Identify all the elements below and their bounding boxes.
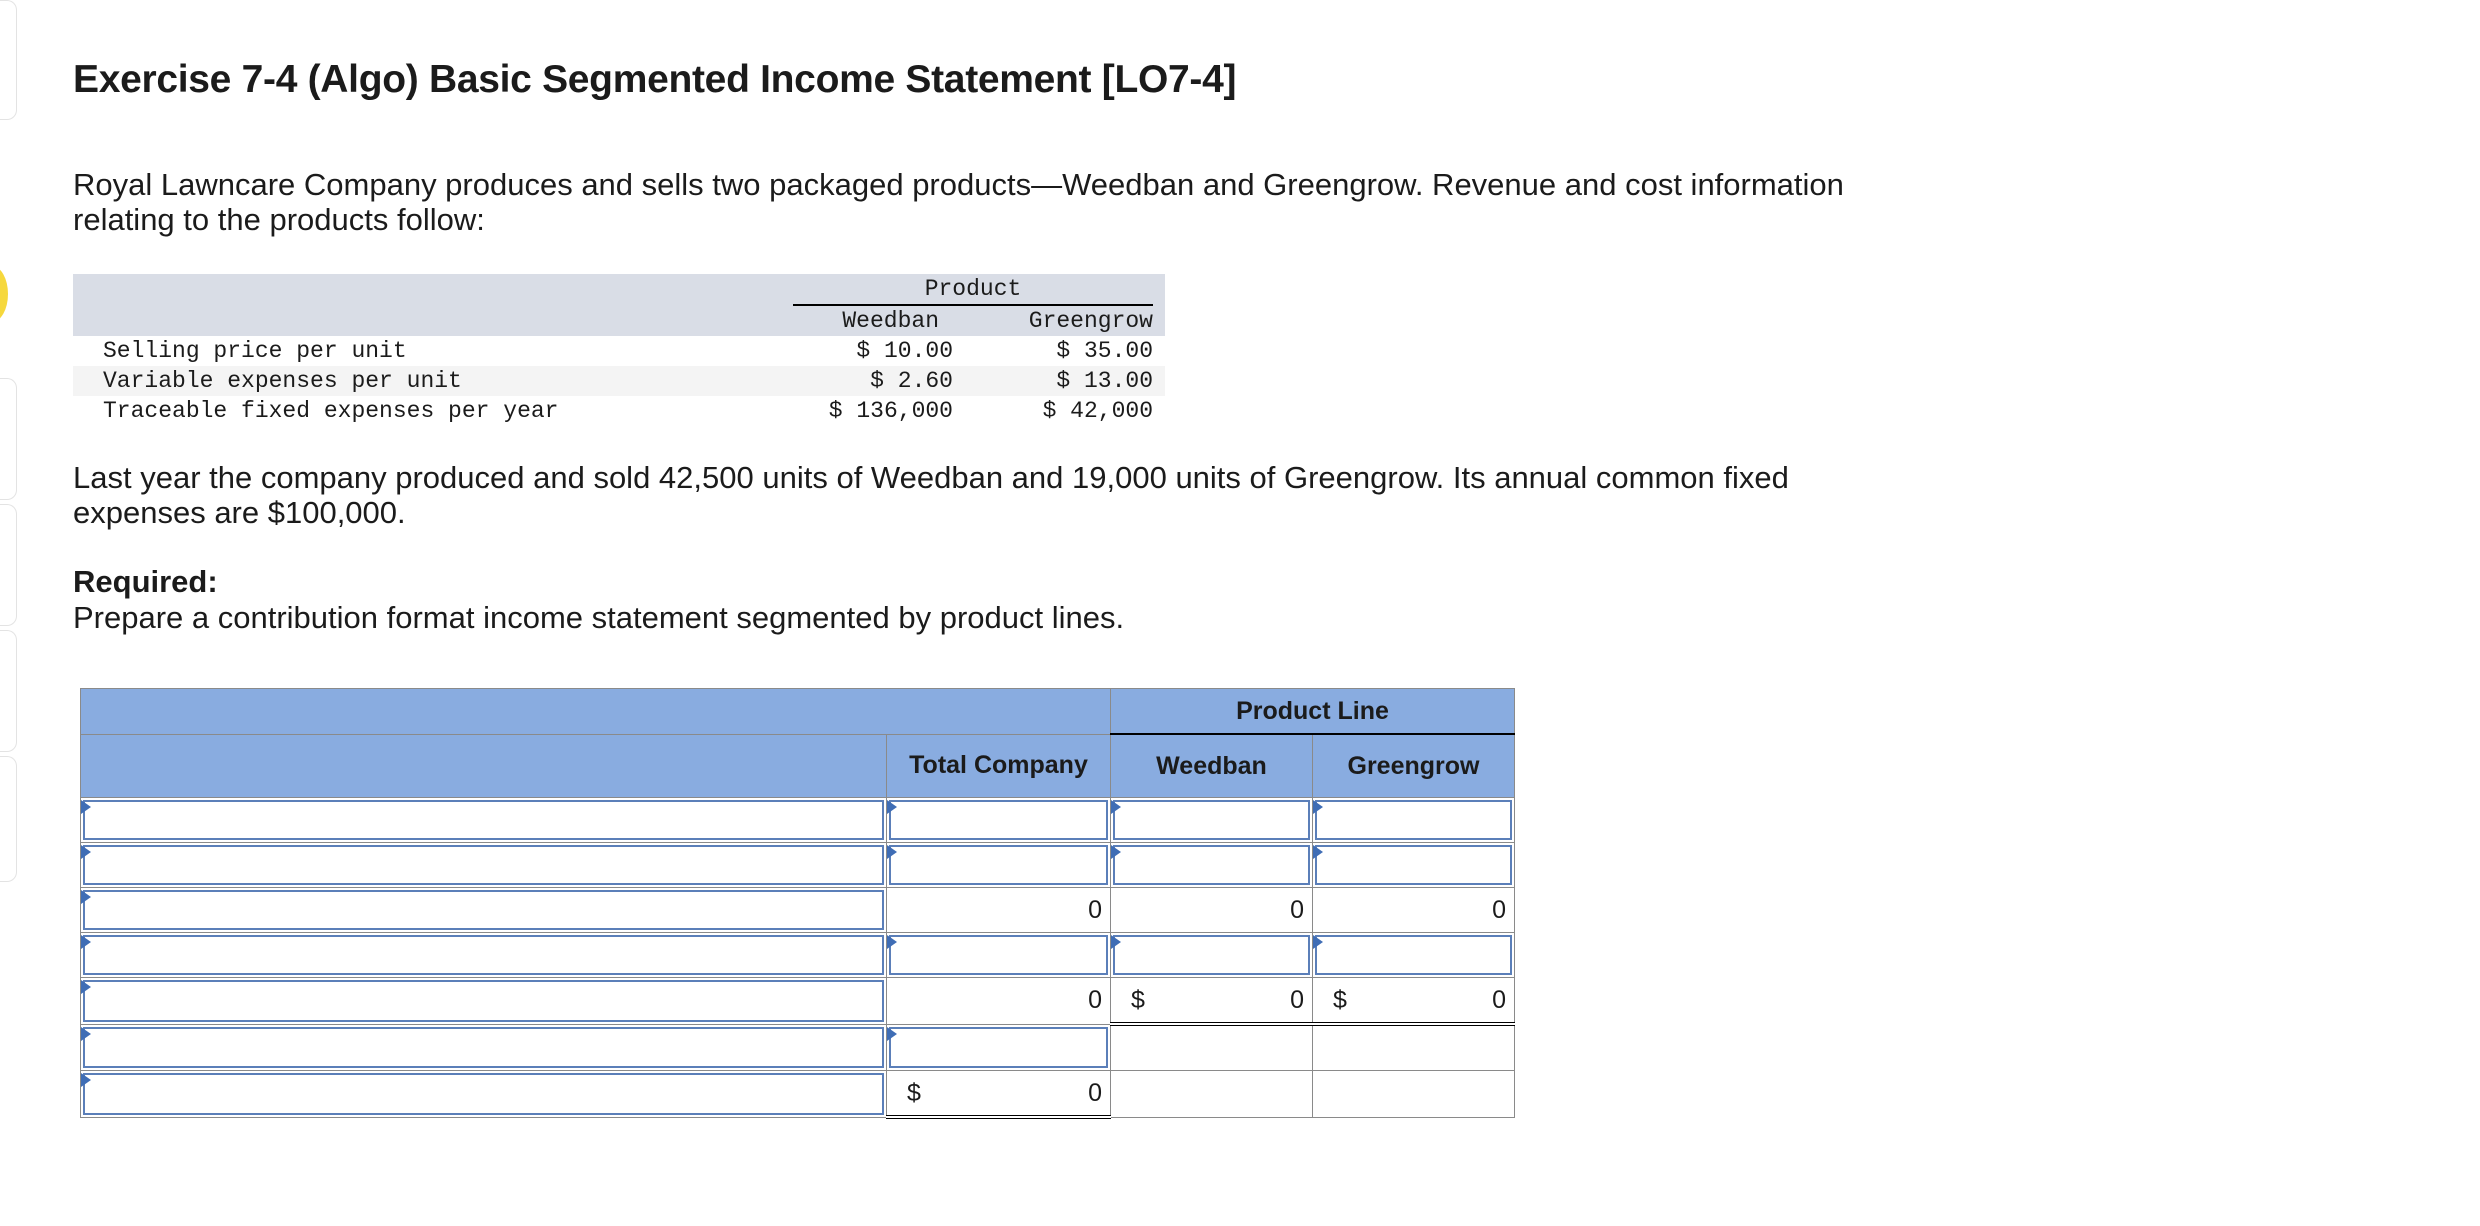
label-input[interactable] xyxy=(83,980,884,1022)
greengrow-value: $ 42,000 xyxy=(1042,398,1153,424)
weedban-value: $ 10.00 xyxy=(856,338,953,364)
total-input[interactable] xyxy=(889,800,1108,840)
weedban-input[interactable] xyxy=(1113,800,1310,840)
page-title: Exercise 7-4 (Algo) Basic Segmented Income Statement [LO7-4] xyxy=(73,58,1237,101)
total-input[interactable] xyxy=(889,935,1108,975)
label-input[interactable] xyxy=(83,845,884,885)
side-panel-edge xyxy=(0,378,17,500)
weedban-input[interactable] xyxy=(1113,845,1310,885)
side-panel-edge xyxy=(0,504,17,626)
greengrow-value: 0 xyxy=(1492,896,1506,924)
row-label: Traceable fixed expenses per year xyxy=(103,398,559,424)
greengrow-value: $ 35.00 xyxy=(1056,338,1153,364)
product-info-table xyxy=(73,274,1165,426)
total-value: 0 xyxy=(1088,1079,1102,1107)
segmented-income-statement xyxy=(80,688,1515,1119)
col-weedban-header: Weedban xyxy=(842,308,939,334)
currency-symbol: $ xyxy=(907,1079,921,1107)
weedban-value: $ 136,000 xyxy=(828,398,953,424)
row-label: Selling price per unit xyxy=(103,338,407,364)
side-panel-edge xyxy=(0,630,17,752)
label-input[interactable] xyxy=(83,800,884,840)
weedban-input[interactable] xyxy=(1113,935,1310,975)
weedban-header: Weedban xyxy=(1111,734,1313,798)
greengrow-value: $ 13.00 xyxy=(953,366,1153,396)
total-value: 0 xyxy=(1088,896,1102,924)
greengrow-input[interactable] xyxy=(1315,935,1512,975)
required-text: Prepare a contribution format income statement segmented by product lines. xyxy=(73,600,1125,635)
product-group-header: Product xyxy=(793,274,1153,305)
label-input[interactable] xyxy=(83,1027,884,1069)
greengrow-header: Greengrow xyxy=(1313,734,1515,798)
col-greengrow-header: Greengrow xyxy=(1028,308,1153,334)
label-input[interactable] xyxy=(83,890,884,930)
greengrow-input[interactable] xyxy=(1315,845,1512,885)
label-input[interactable] xyxy=(83,935,884,975)
intro-paragraph: Royal Lawncare Company produces and sells two packaged products—Weedban and Greengrow. Revenue and cost information relating to the products follow: xyxy=(73,167,1844,237)
weedban-value: $ 2.60 xyxy=(793,366,953,396)
weedban-value: 0 xyxy=(1290,986,1304,1014)
volume-paragraph: Last year the company produced and sold 42,500 units of Weedban and 19,000 units of Greengrow. Its annual common fixed expenses are $100,000. xyxy=(73,460,1789,530)
required-label: Required: xyxy=(73,564,218,599)
greengrow-input[interactable] xyxy=(1315,800,1512,840)
product-line-header: Product Line xyxy=(1111,689,1515,735)
total-input[interactable] xyxy=(889,1027,1108,1069)
weedban-value: 0 xyxy=(1290,896,1304,924)
side-panel-edge xyxy=(0,0,17,120)
total-value: 0 xyxy=(1088,986,1102,1014)
total-input[interactable] xyxy=(889,845,1108,885)
greengrow-value: 0 xyxy=(1492,986,1506,1014)
currency-symbol: $ xyxy=(1131,986,1145,1014)
side-panel-edge xyxy=(0,756,17,882)
currency-symbol: $ xyxy=(1333,986,1347,1014)
row-label: Variable expenses per unit xyxy=(73,366,793,396)
label-input[interactable] xyxy=(83,1073,884,1115)
assistant-bubble-icon[interactable] xyxy=(0,266,8,322)
total-company-header: Total Company xyxy=(887,734,1111,798)
